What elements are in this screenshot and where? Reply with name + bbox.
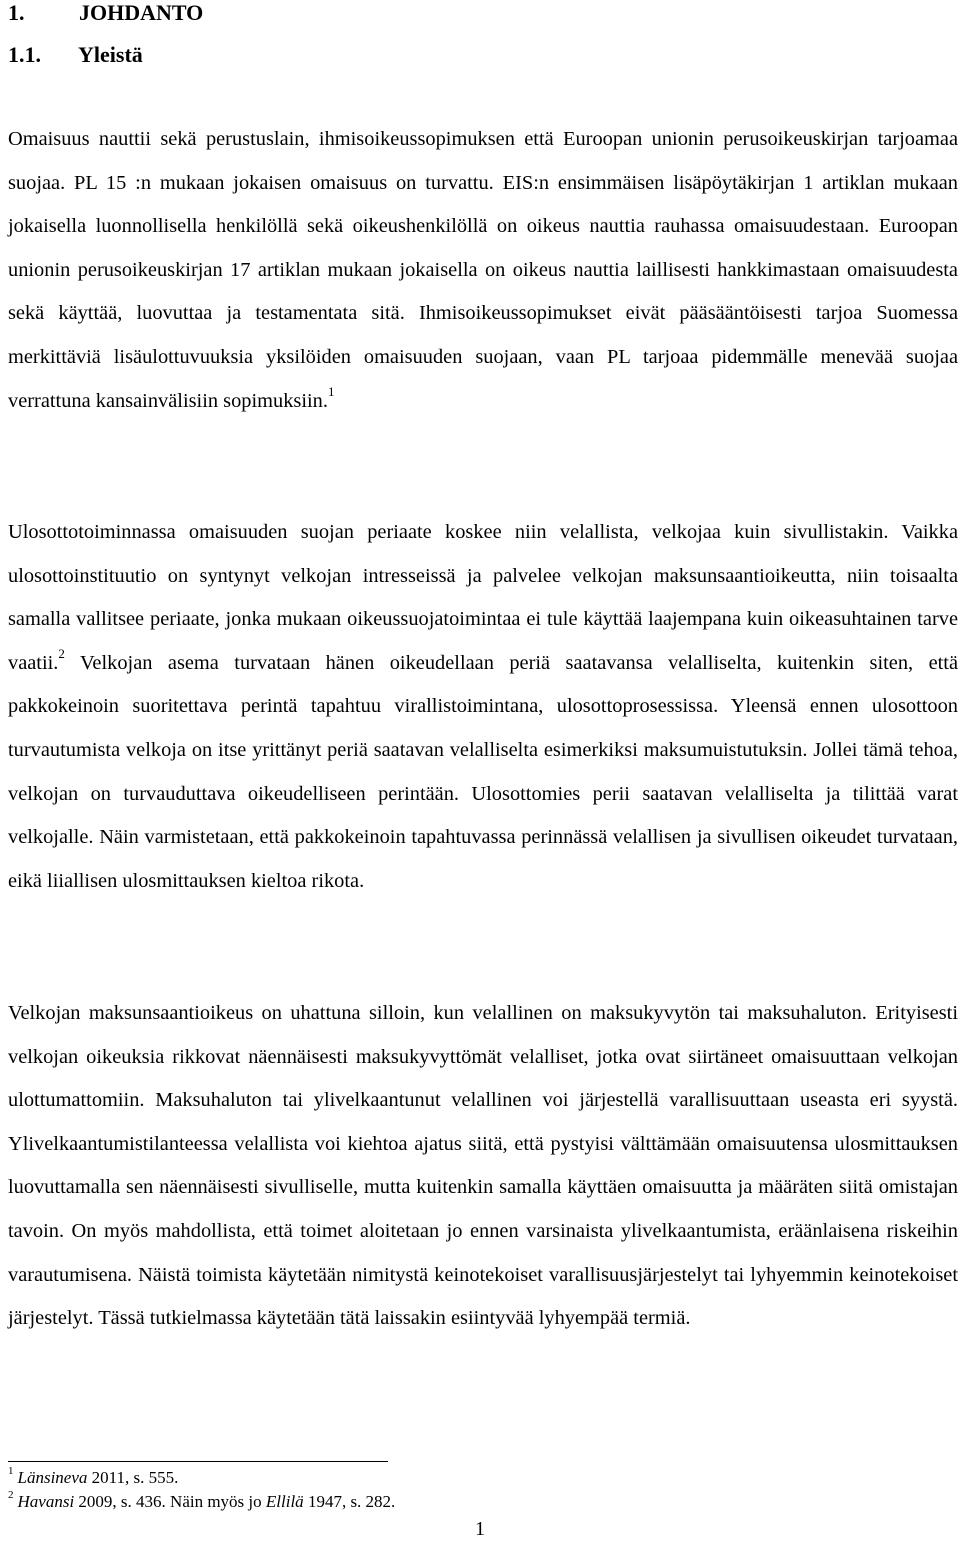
page-number: 1 [475, 1518, 485, 1540]
footnote [8, 1489, 396, 1512]
chapter-number: 1. [8, 0, 25, 25]
chapter-heading [8, 0, 203, 26]
footnote-citation: 2011, s. 555. [87, 1468, 179, 1487]
footnote [8, 1465, 179, 1488]
paragraph-text: Ulosottotoiminnassa omaisuuden suojan periaate koskee niin velallista, velkojaa kuin sivullistakin. Vaikka ulosottoinstituutio on syntynyt velkojan intresseissä ja palvelee velkojan maksunsaantioikeutta, niin toisaalta samalla vallitsee periaate, jonka mukaan oikeussuojatoimintaa ei tule käyttää laajempana kuin oikeasuhtainen tarve vaatii. [8, 521, 958, 674]
chapter-title: JOHDANTO [79, 0, 204, 25]
paragraph-creditor-rights [8, 992, 958, 1341]
section-heading [8, 42, 143, 68]
footnote-author: Länsineva [17, 1468, 88, 1487]
footnote-author-2: Ellilä [265, 1492, 304, 1511]
footnote-ref: 2 [58, 645, 65, 661]
section-number: 1.1. [8, 42, 41, 67]
section-title: Yleistä [78, 42, 143, 67]
paragraph-property-protection [8, 118, 958, 423]
paragraph-text: Velkojan maksunsaantioikeus on uhattuna silloin, kun velallinen on maksukyvytön tai maksuhaluton. Erityisesti velkojan oikeuksia rikkovat näennäisesti maksukyvyttömät velalliset, jotka ovat siirtäneet omaisuuttaan velkojan ulottumattomiin. Maksuhaluton tai ylivelkaantunut velallinen voi järjestellä varallisuuttaan useasta eri syystä. Ylivelkaantumistilanteessa velallista voi kiehtoa ajatus siitä, että pystyisi välttämään omaisuutensa ulosmittauksen luovuttamalla sen näennäisesti sivulliselle, mutta kuitenkin samalla käyttäen omaisuutta ja määräten siitä omistajan tavoin. On myös mahdollista, että toimet aloitetaan jo ennen varsinaista ylivelkaantumista, eräänlaisena riskeihin varautumisena. Näistä toimista käytetään nimitystä keinotekoiset varallisuusjärjestelyt tai lyhyemmin keinotekoiset järjestelyt. Tässä tutkielmassa käytetään tätä laissakin esiintyvää lyhyempää termiä. [8, 1002, 958, 1330]
footnote-number: 2 [8, 1489, 14, 1502]
paragraph-text-continued: Velkojan asema turvataan hänen oikeudellaan periä saatavansa velalliselta, kuitenkin siten, että pakkokeinoin suoritettava perintä tapahtuu virallistoimintana, ulosottoprosessissa. Yleensä ennen ulosottoon turvautumista velkoja on itse yrittänyt periä saatavan velalliselta esimerkiksi maksumuistutuksin. Jollei tämä tehoa, velkojan on turvauduttava oikeudelliseen perintään. Ulosottomies perii saatavan velalliselta ja tilittää varat velkojalle. Näin varmistetaan, että pakkokeinoin tapahtuvassa perinnässä velallisen ja sivullisen oikeudet turvataan, eikä liiallisen ulosmittauksen kieltoa rikota. [8, 651, 958, 892]
footnote-citation: 2009, s. 436. Näin myös jo [74, 1492, 266, 1511]
paragraph-text: Omaisuus nauttii sekä perustuslain, ihmisoikeussopimuksen että Euroopan unionin perusoikeuskirjan tarjoamaa suojaa. PL 15 :n mukaan jokaisen omaisuus on turvattu. EIS:n ensimmäisen lisäpöytäkirjan 1 artiklan mukaan jokaisella luonnollisella henkilöllä sekä oikeushenkilöllä on oikeus nauttia rauhassa omaisuudestaan. Euroopan unionin perusoikeuskirjan 17 artiklan mukaan jokaisella on oikeus nauttia laillisesti hankkimastaan omaisuudesta sekä käyttää, luovuttaa ja testamentata sitä. Ihmisoikeussopimukset eivät pääsääntöisesti tarjoa Suomessa merkittäviä lisäulottuvuuksia yksilöiden omaisuuden suojaan, vaan PL tarjoaa pidemmälle menevää suojaa verrattuna kansainvälisiin sopimuksiin. [8, 128, 958, 412]
footnote-number: 1 [8, 1465, 14, 1478]
footnote-citation-end: 1947, s. 282. [303, 1492, 396, 1511]
footnote-author: Havansi [17, 1492, 75, 1511]
footnote-ref: 1 [327, 383, 335, 399]
paragraph-enforcement [8, 511, 958, 903]
footnote-divider [8, 1461, 388, 1462]
